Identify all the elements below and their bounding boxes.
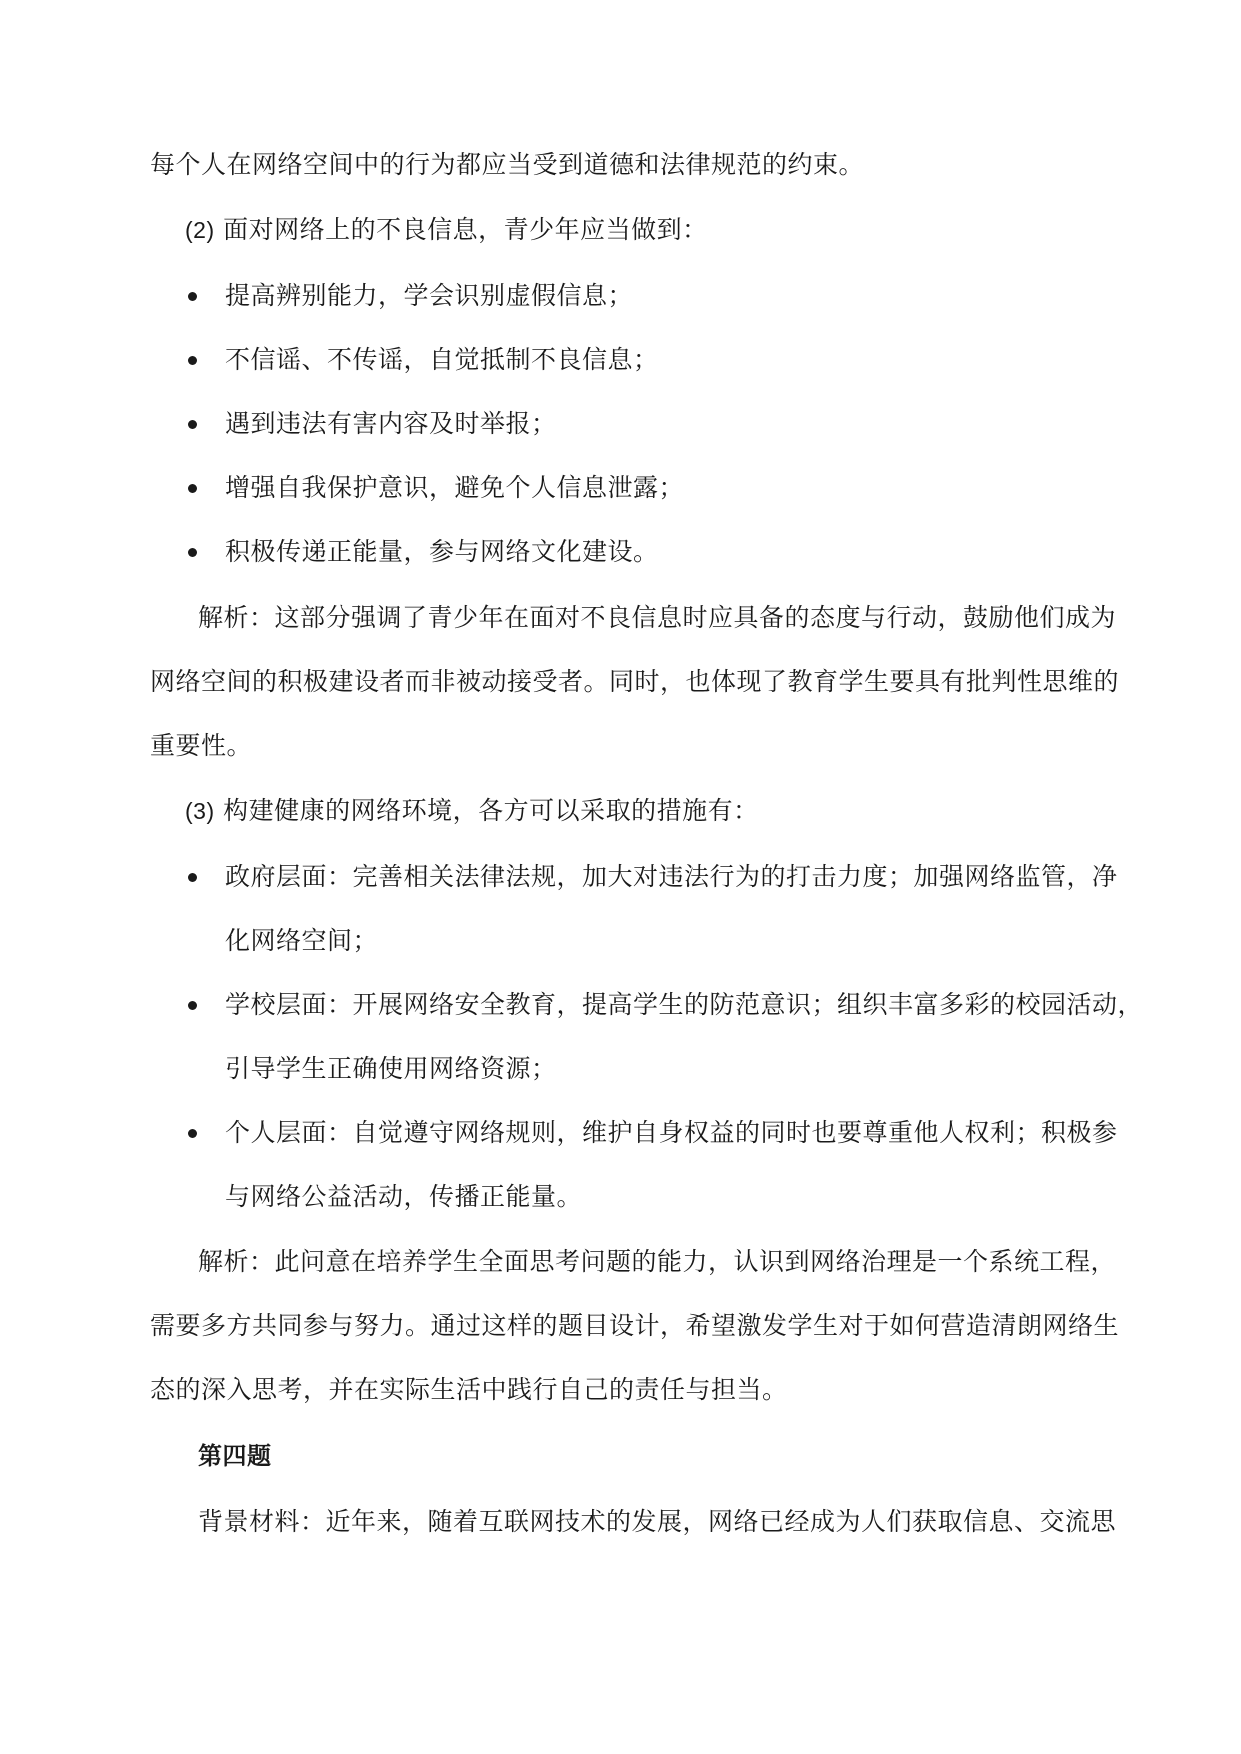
- list-item-continuation: 引导学生正确使用网络资源；: [225, 1054, 557, 1083]
- list-item-continuation: 与网络公益活动，传播正能量。: [225, 1182, 583, 1211]
- bullet-icon: [188, 873, 197, 882]
- bullet-icon: [188, 484, 197, 493]
- question-2-header: [185, 210, 708, 250]
- bullet-icon: [188, 356, 197, 365]
- bullet-icon: [188, 292, 197, 301]
- background-material-line: 背景材料：近年来，随着互联网技术的发展，网络已经成为人们获取信息、交流思: [198, 1507, 1117, 1536]
- list-item: 不信谣、不传谣，自觉抵制不良信息；: [225, 345, 659, 374]
- bullet-icon: [188, 420, 197, 429]
- question-2-text: 面对网络上的不良信息，青少年应当做到：: [223, 215, 708, 244]
- list-item: 学校层面：开展网络安全教育，提高学生的防范意识；组织丰富多彩的校园活动，: [225, 990, 1144, 1019]
- list-item-continuation: 化网络空间；: [225, 926, 379, 955]
- list-item: 个人层面：自觉遵守网络规则，维护自身权益的同时也要尊重他人权利；积极参: [225, 1118, 1118, 1147]
- analysis-line: 解析：此问意在培养学生全面思考问题的能力，认识到网络治理是一个系统工程，: [198, 1247, 1117, 1276]
- list-item: 增强自我保护意识，避免个人信息泄露；: [225, 473, 685, 502]
- question-3-header: [185, 791, 759, 831]
- bullet-icon: [188, 1001, 197, 1010]
- bullet-icon: [188, 1129, 197, 1138]
- list-item: 遇到违法有害内容及时举报；: [225, 409, 557, 438]
- analysis-line: 解析：这部分强调了青少年在面对不良信息时应具备的态度与行动，鼓励他们成为: [198, 603, 1117, 632]
- list-item: 积极传递正能量，参与网络文化建设。: [225, 537, 659, 566]
- question-3-label: (3): [185, 798, 215, 824]
- question-3-text: 构建健康的网络环境，各方可以采取的措施有：: [223, 796, 759, 825]
- analysis-line: 重要性。: [150, 731, 253, 760]
- analysis-line: 需要多方共同参与努力。通过这样的题目设计，希望激发学生对于如何营造清朗网络生: [150, 1311, 1120, 1340]
- question-2-label: (2): [185, 217, 215, 243]
- list-item: 政府层面：完善相关法律法规，加大对违法行为的打击力度；加强网络监管，净: [225, 862, 1118, 891]
- analysis-line: 网络空间的积极建设者而非被动接受者。同时，也体现了教育学生要具有批判性思维的: [150, 667, 1120, 696]
- analysis-line: 态的深入思考，并在实际生活中践行自己的责任与担当。: [150, 1375, 788, 1404]
- bullet-icon: [188, 548, 197, 557]
- section-heading: 第四题: [198, 1442, 272, 1470]
- paragraph-line: 每个人在网络空间中的行为都应当受到道德和法律规范的约束。: [150, 150, 865, 179]
- list-item: 提高辨别能力，学会识别虚假信息；: [225, 281, 634, 310]
